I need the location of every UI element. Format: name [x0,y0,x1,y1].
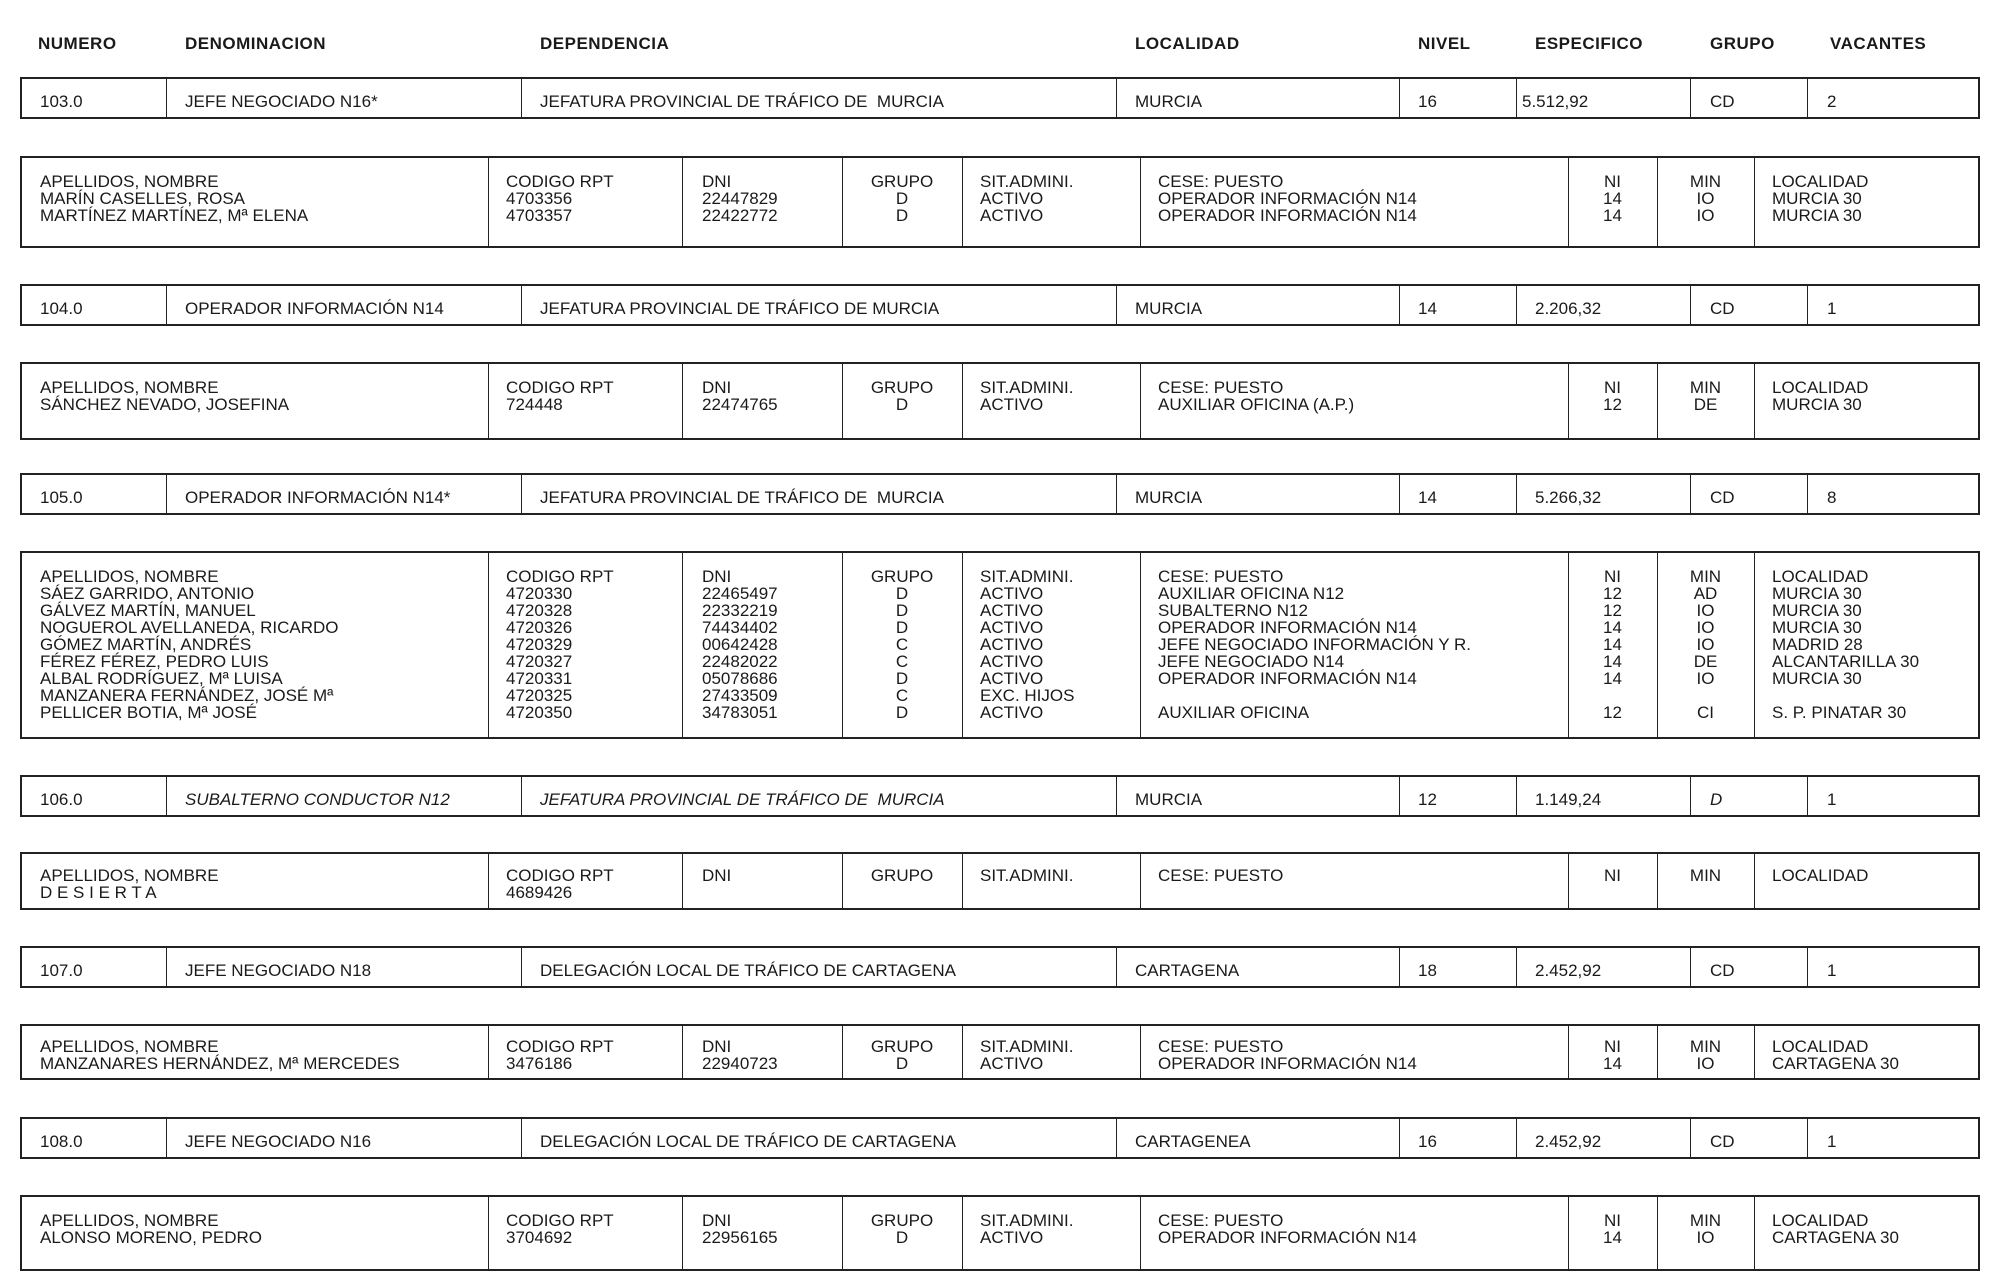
position-row-103 [20,77,1980,119]
codigo-list: CODIGO RPT 4689426 [506,866,614,902]
localidad-list: LOCALIDAD MURCIA 30 [1772,378,1869,414]
occupants-block-106 [20,852,1980,910]
dependencia: JEFATURA PROVINCIAL DE TRÁFICO DE MURCIA [540,299,940,318]
ni-list: NI 12 12 14 14 14 14 12 [1603,567,1622,722]
ni-list: NI 14 [1603,1211,1622,1247]
grupo-list: GRUPO D D D C C D C D [870,567,934,722]
localidad: CARTAGENA [1135,961,1240,980]
codigo-list: CODIGO RPT 724448 [506,378,614,414]
numero: 106.0 [40,790,83,809]
localidad-list: LOCALIDAD [1772,866,1869,885]
sit-admin-list: SIT.ADMINI. ACTIVO ACTIVO [980,172,1074,225]
grupo: CD [1710,92,1735,111]
occupants-block-105 [20,551,1980,739]
dni-list: DNI [702,866,732,885]
numero: 107.0 [40,961,83,980]
position-row-107 [20,946,1980,988]
grupo: CD [1710,1132,1735,1151]
codigo-list: CODIGO RPT 4720330 4720328 4720326 4720329 4720327 4720331 4720325 4720350 [506,567,614,722]
min-list: MIN IO [1689,1211,1722,1247]
grupo-list: GRUPO D [870,378,934,414]
codigo-list: CODIGO RPT 3476186 [506,1037,614,1073]
grupo-list: GRUPO D D [870,172,934,225]
codigo-list: CODIGO RPT 4703356 4703357 [506,172,614,225]
nivel: 14 [1418,488,1437,507]
apellidos-list: APELLIDOS, NOMBRE SÁNCHEZ NEVADO, JOSEFINA [40,378,290,414]
numero: 103.0 [40,92,83,111]
header-vacantes: VACANTES [1830,34,1927,53]
occupants-block-104 [20,362,1980,440]
vacantes: 1 [1827,790,1837,809]
denominacion: SUBALTERNO CONDUCTOR N12 [185,790,450,809]
grupo: CD [1710,961,1735,980]
especifico: 1.149,24 [1535,790,1602,809]
dni-list: DNI 22956165 [702,1211,778,1247]
localidad: MURCIA [1135,92,1203,111]
especifico: 2.452,92 [1535,1132,1602,1151]
dependencia: JEFATURA PROVINCIAL DE TRÁFICO DE MURCIA [540,488,944,507]
especifico: 2.206,32 [1535,299,1602,318]
especifico: 5.512,92 [1522,92,1589,111]
numero: 104.0 [40,299,83,318]
denominacion: OPERADOR INFORMACIÓN N14 [185,299,444,318]
vacantes: 1 [1827,1132,1837,1151]
dependencia: DELEGACIÓN LOCAL DE TRÁFICO DE CARTAGENA [540,961,956,980]
min-list: MIN IO IO [1689,172,1722,225]
grupo: CD [1710,299,1735,318]
min-list: MIN IO [1689,1037,1722,1073]
occupants-block-103 [20,156,1980,248]
min-list: MIN AD IO IO IO DE IO CI [1689,567,1722,722]
ni-list: NI [1604,866,1621,885]
localidad-list: LOCALIDAD CARTAGENA 30 [1772,1037,1899,1073]
apellidos-list: APELLIDOS, NOMBRE MARÍN CASELLES, ROSA MARTÍNEZ MARTÍNEZ, Mª ELENA [40,172,309,225]
nivel: 14 [1418,299,1437,318]
localidad-list: LOCALIDAD MURCIA 30 MURCIA 30 MURCIA 30 MADRID 28 ALCANTARILLA 30 MURCIA 30 S. P. PINATAR 30 [1772,567,1920,722]
grupo-list: GRUPO D [870,1211,934,1247]
header-numero: NUMERO [38,34,117,53]
localidad: MURCIA [1135,790,1203,809]
dni-list: DNI 22465497 22332219 74434402 00642428 22482022 05078686 27433509 34783051 [702,567,778,722]
occupants-block-108 [20,1195,1980,1271]
numero: 108.0 [40,1132,83,1151]
sit-admin-list: SIT.ADMINI. ACTIVO [980,378,1074,414]
position-row-106 [20,775,1980,817]
min-list: MIN DE [1689,378,1722,414]
denominacion: OPERADOR INFORMACIÓN N14* [185,488,451,507]
header-nivel: NIVEL [1418,34,1471,53]
min-list: MIN [1689,866,1722,885]
grupo: D [1710,790,1723,809]
sit-admin-list: SIT.ADMINI. ACTIVO ACTIVO ACTIVO ACTIVO ACTIVO ACTIVO EXC. HIJOS ACTIVO [980,567,1075,722]
grupo-list: GRUPO D [870,1037,934,1073]
nivel: 16 [1418,92,1437,111]
denominacion: JEFE NEGOCIADO N18 [185,961,372,980]
denominacion: JEFE NEGOCIADO N16* [185,92,378,111]
grupo: CD [1710,488,1735,507]
apellidos-list: APELLIDOS, NOMBRE ALONSO MORENO, PEDRO [40,1211,262,1247]
dependencia: DELEGACIÓN LOCAL DE TRÁFICO DE CARTAGENA [540,1132,956,1151]
ni-list: NI 14 [1603,1037,1622,1073]
dni-list: DNI 22447829 22422772 [702,172,778,225]
sit-admin-list: SIT.ADMINI. [980,866,1074,885]
dependencia: JEFATURA PROVINCIAL DE TRÁFICO DE MURCIA [540,92,944,111]
position-row-105 [20,473,1980,515]
localidad-list: LOCALIDAD CARTAGENA 30 [1772,1211,1899,1247]
vacantes: 1 [1827,299,1837,318]
header-grupo: GRUPO [1710,34,1775,53]
dependencia: JEFATURA PROVINCIAL DE TRÁFICO DE MURCIA [540,790,945,809]
cese-puesto-list: CESE: PUESTO OPERADOR INFORMACIÓN N14 OPERADOR INFORMACIÓN N14 [1158,172,1417,225]
dni-list: DNI 22940723 [702,1037,778,1073]
dni-list: DNI 22474765 [702,378,778,414]
codigo-list: CODIGO RPT 3704692 [506,1211,614,1247]
nivel: 18 [1418,961,1437,980]
especifico: 2.452,92 [1535,961,1602,980]
position-row-104 [20,284,1980,326]
localidad: MURCIA [1135,299,1203,318]
cese-puesto-list: CESE: PUESTO OPERADOR INFORMACIÓN N14 [1158,1211,1417,1247]
cese-puesto-list: CESE: PUESTO AUXILIAR OFICINA N12 SUBALTERNO N12 OPERADOR INFORMACIÓN N14 JEFE NEGOCIADO INFORMACIÓN Y R. JEFE NEGOCIADO N14 OPERADOR INFORMACIÓN N14 AUXILIAR OFICINA [1158,567,1471,722]
nivel: 12 [1418,790,1437,809]
apellidos-list: APELLIDOS, NOMBRE SÁEZ GARRIDO, ANTONIO GÁLVEZ MARTÍN, MANUEL NOGUEROL AVELLANEDA, RICARDO GÓMEZ MARTÍN, ANDRÉS FÉREZ FÉREZ, PEDRO LUIS ALBAL RODRÍGUEZ, Mª LUISA MANZANERA FERNÁNDEZ, JOSÉ Mª PELLICER BOTIA, Mª JOSÉ [40,567,339,722]
header-denominacion: DENOMINACION [185,34,327,53]
cese-puesto-list: CESE: PUESTO [1158,866,1284,885]
cese-puesto-list: CESE: PUESTO AUXILIAR OFICINA (A.P.) [1158,378,1355,414]
apellidos-list: APELLIDOS, NOMBRE D E S I E R T A [40,866,219,902]
localidad-list: LOCALIDAD MURCIA 30 MURCIA 30 [1772,172,1869,225]
localidad: CARTAGENEA [1135,1132,1251,1151]
ni-list: NI 14 14 [1603,172,1622,225]
occupants-block-107 [20,1024,1980,1080]
numero: 105.0 [40,488,83,507]
grupo-list: GRUPO [870,866,934,885]
header-especifico: ESPECIFICO [1535,34,1643,53]
cese-puesto-list: CESE: PUESTO OPERADOR INFORMACIÓN N14 [1158,1037,1417,1073]
ni-list: NI 12 [1603,378,1622,414]
nivel: 16 [1418,1132,1437,1151]
sit-admin-list: SIT.ADMINI. ACTIVO [980,1037,1074,1073]
especifico: 5.266,32 [1535,488,1602,507]
localidad: MURCIA [1135,488,1203,507]
sit-admin-list: SIT.ADMINI. ACTIVO [980,1211,1074,1247]
header-localidad: LOCALIDAD [1135,34,1240,53]
vacantes: 1 [1827,961,1837,980]
header-dependencia: DEPENDENCIA [540,34,670,53]
vacantes: 2 [1827,92,1837,111]
position-row-108 [20,1117,1980,1159]
apellidos-list: APELLIDOS, NOMBRE MANZANARES HERNÁNDEZ, Mª MERCEDES [40,1037,400,1073]
vacantes: 8 [1827,488,1837,507]
denominacion: JEFE NEGOCIADO N16 [185,1132,372,1151]
